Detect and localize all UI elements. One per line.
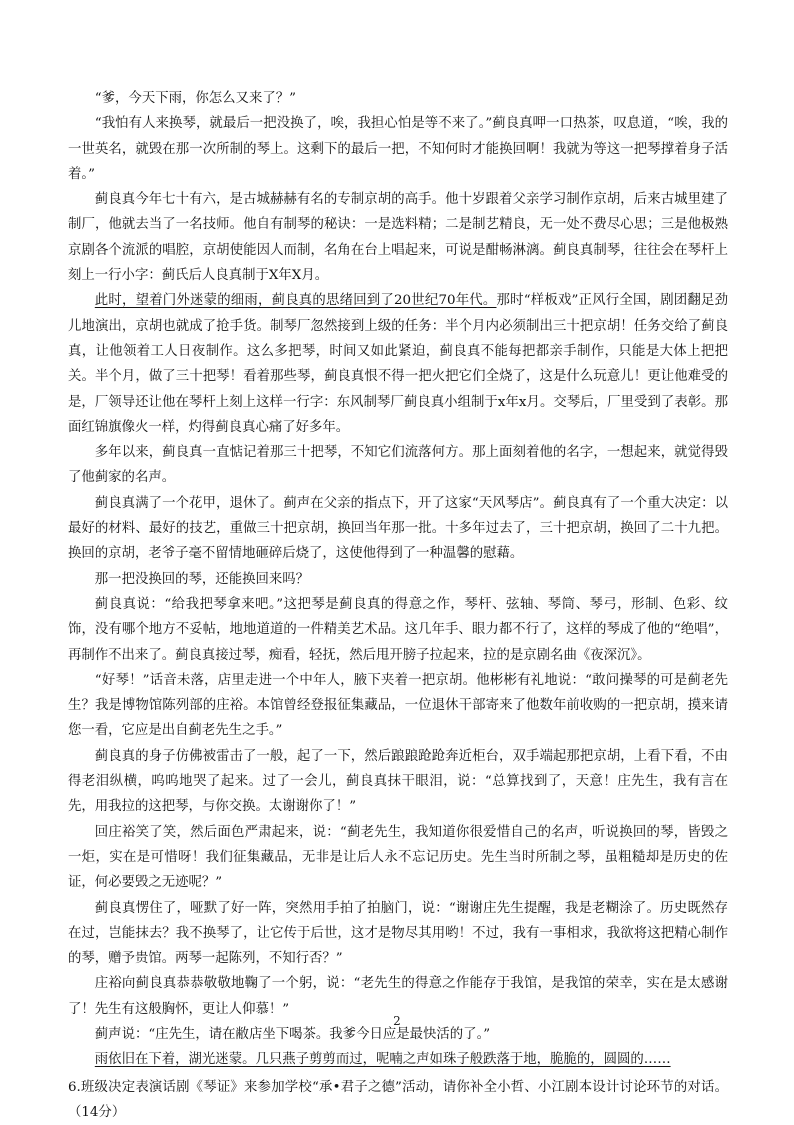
article-body (68, 86, 728, 1125)
paragraph (68, 288, 728, 440)
paragraph: 多年以来，蓟良真一直惦记着那三十把琴，不知它们流落何方。那上面刻着他的名字，一想起来，就觉得毁了他蓟家的名声。 (68, 445, 728, 486)
paragraph: 蓟良真的身子仿佛被雷击了一般，起了一下，然后踉踉跄跄奔近柜台，双手端起那把京胡，上看下看，不由得老泪纵横，呜呜地哭了起来。过了一会儿，蓟良真抹干眼泪，说：“总算找到了，天意！庄先生，我有言在先，用我拉的这把琴，与你交换。太谢谢你了！” (68, 748, 728, 815)
paragraph: “好琴！”话音未落，店里走进一个中年人，腋下夹着一把京胡。他彬彬有礼地说：“敢问操琴的可是蓟老先生？我是博物馆陈列部的庄裕。本馆曾经登报征集藏品，一位退休干部寄来了他数年前收购的一把京胡，摸来请您一看，它应是出自蓟老先生之手。” (68, 672, 728, 739)
underlined-sentence: 此时，望着门外迷蒙的细雨，蓟良真的思绪回到了20世纪70年代。 (94, 293, 497, 309)
paragraph-continuation: 那时“样板戏”正风行全国，剧团翻足劲儿地演出，京胡也就成了抢手货。制琴厂忽然接到上级的任务：半个月内必须制出三十把京胡！任务交给了蓟良真，让他领着工人日夜制作。这么多把琴，时间又如此紧迫，蓟良真不能每把都亲手制作，只能是大体上把把关。半个月，做了三十把琴！看着那些琴，蓟良真恨不得一把火把它们全烧了，这是什么玩意儿！更让他难受的是，厂领导还让他在琴杆上刻上这样一行字：东风制琴厂蓟良真小组制于x年x月。交琴后，厂里受到了表彰。那面红锦旗像火一样，灼得蓟良真心痛了好多年。 (68, 293, 728, 435)
paragraph: 蓟良真满了一个花甲，退休了。蓟声在父亲的指点下，开了这家“天风琴店”。蓟良真有了一个重大决定：以最好的材料、最好的技艺，重做三十把京胡，换回当年那一批。十多年过去了，三十把京胡，换回了二十九把。换回的京胡，老爷子毫不留情地砸碎后烧了，这使他得到了一种温馨的慰藉。 (68, 495, 728, 562)
paragraph: 蓟良真说：“给我把琴拿来吧。”这把琴是蓟良真的得意之作，琴杆、弦轴、琴筒、琴弓，形制、色彩、纹饰，没有哪个地方不妥帖，地地道道的一件精美艺术品。这几年手、眼力都不行了，这样的琴成了他的“绝唱”，再制作不出来了。蓟良真接过琴，痴看，轻抚，然后甩开膀子拉起来，拉的是京剧名曲《夜深沉》。 (68, 596, 728, 663)
paragraph: “爹，今天下雨，你怎么又来了？” (94, 91, 296, 106)
paragraph (68, 1047, 728, 1072)
paragraph: 那一把没换回的琴，还能换回来吗？ (94, 571, 310, 587)
paragraph: 回庄裕笑了笑，然后面色严肃起来，说：“蓟老先生，我知道你很爱惜自己的名声，听说换回的琴，皆毁之一炬，实在是可惜呀！我们征集藏品，无非是让后人永不忘记历史。先生当时所制之琴，虽粗糙却是历史的佐证，何必要毁之无迹呢？” (68, 824, 728, 891)
paragraph: 庄裕向蓟良真恭恭敬敬地鞠了一个躬，说：“老先生的得意之作能存于我馆，是我馆的荣幸，实在是太感谢了！先生有这般胸怀，更让人仰慕！” (68, 976, 728, 1017)
paragraph: 蓟声说：“庄先生，请在敝店坐下喝茶。我爹今日应是最快活的了。” (94, 1026, 491, 1042)
underlined-closing-sentence: 雨依旧在下着，湖光迷蒙。几只燕子剪剪而过，呢喃之声如珠子般跌落于地，脆脆的，圆圆的…… (94, 1052, 671, 1068)
question-6: 6.班级决定表演话剧《琴证》来参加学校“承•君子之德”活动，请你补全小哲、小江剧本设计讨论环节的对话。（14分） (68, 1079, 728, 1120)
paragraph: “我怕有人来换琴，就最后一把没换了，唉，我担心怕是等不来了。”蓟良真呷一口热茶，叹息道，“唉，我的一世英名，就毁在那一次所制的琴上。这剩下的最后一把，不知何时才能换回啊！我就为等这一把琴撑着身子活着。” (68, 116, 728, 182)
paragraph: 蓟良真今年七十有六，是古城赫赫有名的专制京胡的高手。他十岁跟着父亲学习制作京胡，后来古城里建了制厂，他就去当了一名技师。他自有制琴的秘诀：一是选料精；二是制艺精良，无一处不费尽心思；三是他极熟京剧各个流派的唱腔，京胡使能因人而制，名角在台上唱起来，可说是酣畅淋漓。蓟良真制琴，往往会在琴杆上刻上一行小字：蓟氏后人良真制于X年X月。 (68, 192, 728, 284)
paragraph: 蓟良真愣住了，哑默了好一阵，突然用手拍了拍脑门，说：“谢谢庄先生提醒，我是老糊涂了。历史既然存在过，岂能抹去？我不换琴了，让它传于后世，这才是物尽其用哟！不过，我有一事相求，我欲将这把精心制作的琴，赠予贵馆。两琴一起陈列，不知行否？” (68, 900, 728, 967)
page-number: 2 (393, 1014, 401, 1028)
